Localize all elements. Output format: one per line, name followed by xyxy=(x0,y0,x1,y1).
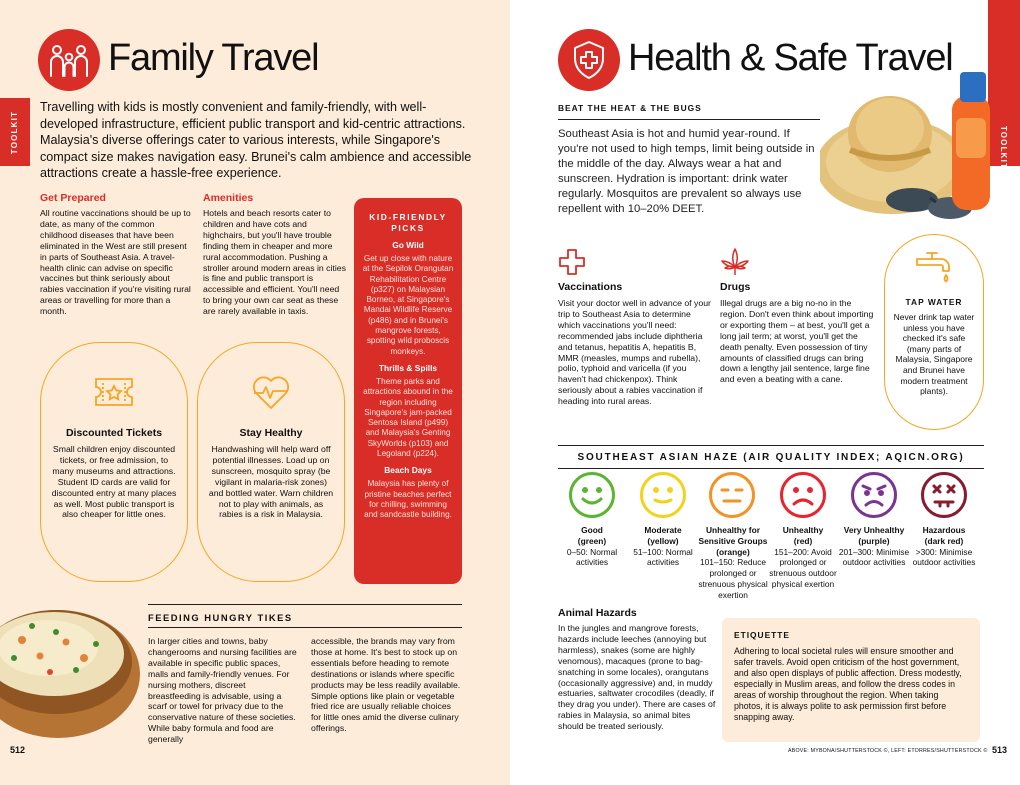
feeding-col2: accessible, the brands may vary from those at home. It's best to stock up on essentials before heading to remote destinations or islands where specific products may be less readily available. Simple options like plain or vegetable fried rice are usually reliable choices for little ones amid the diverse culinary offerings. xyxy=(311,636,461,734)
feeding-divider xyxy=(148,627,462,628)
aqi-level-color: (purple) xyxy=(858,535,890,546)
toolkit-tab-left xyxy=(0,98,30,166)
drugs-heading: Drugs xyxy=(720,281,751,293)
intro-text: Travelling with kids is mostly convenient and family-friendly, with well-developed infrastructure, efficient public transport and kid-centric attractions. Malaysia's diverse offerings cater to various interests, while Singapore's compact size makes navigation easy. Brunei's calm ambience and accessible attractions create a hassle-free experience. xyxy=(40,100,472,180)
toolkit-tab-label: TOOLKIT xyxy=(10,110,20,154)
tap-water-pill xyxy=(884,234,984,430)
kid-section-text: Get up close with nature at the Sepilok Orangutan Rehabilitation Centre (p327) on Malaysian Borneo, at Singapore's Mandai Wildlife Reserve (p486) and in Brunei's mangrove forests, spotting wild proboscis monkeys. xyxy=(362,254,454,356)
aqi-level-name: Unhealthy for Sensitive Groups xyxy=(698,525,768,546)
toolkit-tab-right xyxy=(988,0,1020,170)
aqi-level-color: (red) xyxy=(793,535,813,546)
beat-heat-heading: BEAT THE HEAT & THE BUGS xyxy=(558,103,702,113)
tap-water-heading: TAP WATER xyxy=(905,297,963,307)
aqi-level-name: Good xyxy=(581,525,603,535)
haze-divider xyxy=(558,468,984,469)
haze-heading: SOUTHEAST ASIAN HAZE (AIR QUALITY INDEX; AQICN.ORG) xyxy=(577,452,965,463)
feeding-col1: In larger cities and towns, baby changerooms and nursing facilities are available in specific public spaces, malls and family-friendly venues. For nursing mothers, discreet breastfeeding is advisable, using a scarf or towel for privacy due to the conservative nature of these societies. While baby formula and food are generally xyxy=(148,636,297,745)
medical-shield-icon xyxy=(558,29,620,91)
aqi-label xyxy=(903,525,985,568)
cannabis-leaf-icon xyxy=(720,247,750,282)
kid-section-heading: Go Wild xyxy=(392,240,424,250)
aqi-level-name: Unhealthy xyxy=(782,525,824,535)
right-page xyxy=(510,0,1020,785)
aqi-level-name: Very Unhealthy xyxy=(843,525,905,535)
feeding-divider xyxy=(148,604,462,605)
get-prepared-heading: Get Prepared xyxy=(40,192,106,204)
animal-hazards-heading: Animal Hazards xyxy=(558,607,637,619)
stay-healthy-heading: Stay Healthy xyxy=(239,427,303,439)
fried-rice-photo xyxy=(0,596,140,746)
aqi-level-desc: 101–150: Reduce prolonged or strenuous physical exertion xyxy=(698,557,768,600)
discounted-tickets-heading: Discounted Tickets xyxy=(65,427,163,439)
kid-section-text: Malaysia has plenty of pristine beaches perfect for chilling, swimming and sandcastle building. xyxy=(364,479,452,520)
kid-section-text: Theme parks and attractions abound in the region including Singapore's jam-packed Sentosa Island (p499) and Malaysia's Genting SkyWorlds (p103) and Legoland (p224). xyxy=(363,376,453,459)
etiquette-box xyxy=(722,618,980,742)
aqi-level-desc: 51–100: Normal activities xyxy=(633,546,693,568)
beat-heat-divider xyxy=(558,119,820,120)
tap-water-text: Never drink tap water unless you have checked it's safe (many parts of Malaysia, Singapore and Brunei have modern treatment plants). xyxy=(893,312,975,397)
face-hazardous-icon xyxy=(921,472,967,518)
page-title: Health & Safe Travel xyxy=(628,37,953,79)
water-tap-icon xyxy=(913,247,955,292)
aqi-level-name: Moderate xyxy=(644,525,682,535)
aqi-level-color: (orange) xyxy=(716,546,750,557)
aqi-level-desc: >300: Minimise outdoor activities xyxy=(912,546,976,568)
toolkit-tab-label: TOOLKIT xyxy=(999,125,1009,170)
discounted-tickets-text: Small children enjoy discounted tickets, or free admission, to many museums and attractions. Student ID cards are valid for discounted entry at many places as well. Most public transport is also cheaper for little ones. xyxy=(51,444,177,520)
discounted-tickets-pill xyxy=(40,342,188,582)
kid-friendly-box xyxy=(354,198,462,584)
aqi-level-color: (yellow) xyxy=(647,535,679,546)
amenities-text: Hotels and beach resorts cater to children and have cots and highchairs, but you'll have trouble finding them in cheaper and more rural accommodation. Pushing a stroller around modern areas in cities is fine and public transport is accessible and efficient. You'll need to bring your own car seat as these are rarely available in taxis. xyxy=(203,208,346,317)
ticket-icon xyxy=(93,375,135,414)
kid-section-heading: Thrills & Spills xyxy=(378,362,438,373)
page-number-left: 512 xyxy=(10,745,26,755)
photo-credit: ABOVE: MYBONA/SHUTTERSTOCK ©, LEFT: ETORRES/SHUTTERSTOCK © xyxy=(788,748,988,754)
haze-divider xyxy=(558,445,984,446)
medical-cross-icon xyxy=(558,248,586,281)
family-icon xyxy=(38,29,100,91)
aqi-label xyxy=(551,525,633,568)
aqi-level-desc: 201–300: Minimise outdoor activities xyxy=(838,546,910,568)
amenities-heading: Amenities xyxy=(203,192,254,204)
kid-friendly-title: KID-FRIENDLY PICKS xyxy=(369,212,447,233)
kid-section-heading: Beach Days xyxy=(384,465,432,476)
face-sensitive-icon xyxy=(709,472,755,518)
heart-pulse-icon xyxy=(250,373,292,416)
vaccinations-heading: Vaccinations xyxy=(558,281,623,293)
beat-heat-text: Southeast Asia is hot and humid year-round. If you're not used to high temps, limit being outside in the middle of the day. Always wear a hat and sunscreen. Hydration is important: drink water regularly. Mosquitos are prevalent so always use repellent with 10–20% DEET. xyxy=(558,128,815,216)
etiquette-text: Adhering to local societal rules will ensure smoother and safer travels. Avoid open criticism of the host government, and also open displays of public affection. Dress modestly, especially in Muslim areas, and follow the dress codes in areas of worship throughout the region. When taking photos, it is always polite to ask permission first before snapping away. xyxy=(734,646,962,722)
sun-hat-photo xyxy=(820,62,992,230)
aqi-label xyxy=(762,525,844,590)
vaccinations-text: Visit your doctor well in advance of your trip to Southeast Asia to determine which vaccinations you'll need: recommended jabs include diphtheria and tetanus, hepatitis A, hepatitis B, MMR (measles, mumps and rubella), polio, typhoid and varicella (if you haven't had chickenpox). Think seriously about a rabies vaccination if heading into rural areas. xyxy=(558,298,711,407)
page-number-right: 513 xyxy=(992,745,1008,755)
aqi-level-color: (green) xyxy=(577,535,607,546)
aqi-level-color: (dark red) xyxy=(924,535,964,546)
etiquette-heading: ETIQUETTE xyxy=(734,630,790,640)
stay-healthy-text: Handwashing will help ward off potential illnesses. Load up on sunscreen, mosquito spray (be vigilant in malaria-risk zones) and bottled water. Warn children not to play with animals, as rabies is a risk in Malaysia. xyxy=(208,444,334,520)
aqi-level-name: Hazardous xyxy=(922,525,966,535)
page-title: Family Travel xyxy=(108,37,319,79)
aqi-level-desc: 0–50: Normal activities xyxy=(566,546,618,568)
aqi-level-desc: 151–200: Avoid prolonged or strenuous outdoor physical exertion xyxy=(769,546,837,589)
animal-hazards-text: In the jungles and mangrove forests, hazards include leeches (annoying but harmless), snakes (some are highly venomous), macaques (prone to bag-snatching in some locales), orangutans (occasionally aggressive) and, in muddy estuaries, saltwater crocodiles (deadly, if they drag you under). There are cases of rabies in Malaysia, so animal bites should be treated seriously. xyxy=(558,623,716,732)
stay-healthy-pill xyxy=(197,342,345,582)
face-good-icon xyxy=(569,472,615,518)
feeding-heading: FEEDING HUNGRY TIKES xyxy=(148,612,293,623)
face-unhealthy-icon xyxy=(780,472,826,518)
face-moderate-icon xyxy=(640,472,686,518)
face-very-unhealthy-icon xyxy=(851,472,897,518)
get-prepared-text: All routine vaccinations should be up to date, as many of the common childhood diseases that have been eliminated in the West are still present in parts of Southeast Asia. A travel-health clinic can advise on specific vaccines but think seriously about rabies vaccination if you're visiting rural areas or travelling for more than a month. xyxy=(40,208,191,317)
drugs-text: Illegal drugs are a big no-no in the region. Don't even think about importing or exporting them – at best, you'll get a long jail term; at worst, you'll get the death penalty. Even possession of tiny amounts of classified drugs can bring down a lengthy jail sentence, large fine and even a beating with a cane. xyxy=(720,298,874,385)
